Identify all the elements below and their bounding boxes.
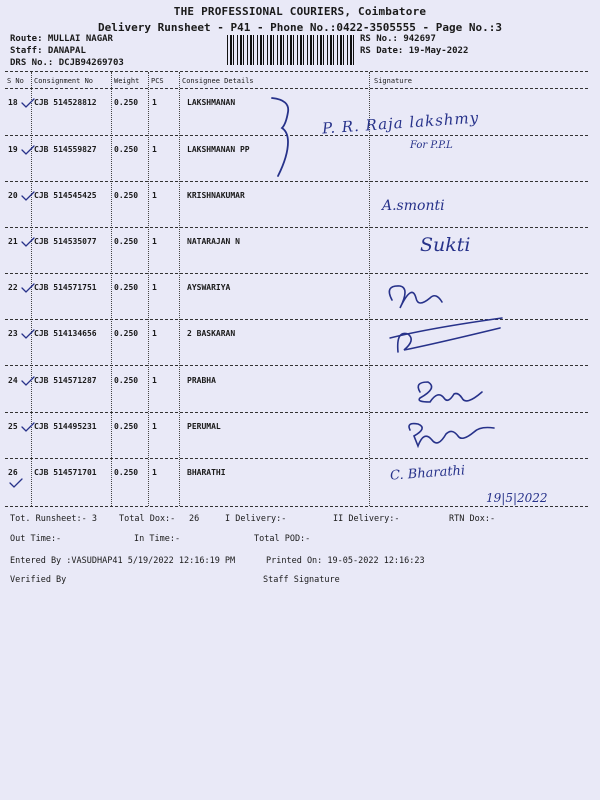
total-dox-label: Total Dox:- [119, 514, 176, 524]
check-mark-icon [22, 238, 34, 246]
row-sno: 24 [8, 376, 18, 385]
row-consignee: 2 BASKARAN [187, 329, 236, 338]
signature-stroke [390, 318, 502, 338]
staff-label: Staff: DANAPAL [10, 46, 86, 56]
row-weight: 0.250 [114, 98, 139, 107]
row-pcs: 1 [152, 237, 157, 246]
row-consignee: AYSWARIYA [187, 283, 231, 292]
row-consignee: PERUMAL [187, 422, 221, 431]
rs-number: RS No.: 942697 [360, 34, 436, 44]
check-mark-icon [22, 377, 34, 385]
page-subtitle: Delivery Runsheet - P41 - Phone No.:0422-3505555 - Page No.:3 [98, 21, 502, 34]
handwritten-signature: Sukti [420, 234, 471, 256]
row-sno: 21 [8, 237, 18, 246]
check-mark-icon [22, 330, 34, 338]
verified-by: Verified By [10, 575, 67, 585]
row-pcs: 1 [152, 191, 157, 200]
row-pcs: 1 [152, 468, 157, 477]
row-consignment: CJB 514134656 [34, 329, 97, 338]
row-sno: 25 [8, 422, 18, 431]
row-weight: 0.250 [114, 422, 139, 431]
check-mark-icon [22, 146, 34, 154]
row-pcs: 1 [152, 283, 157, 292]
check-mark-icon [22, 99, 34, 107]
row-consignment: CJB 514559827 [34, 145, 97, 154]
tot-runsheet: Tot. Runsheet:- 3 [10, 514, 97, 524]
handwritten-signature: P. R. Raja lakshmy [321, 108, 480, 138]
row-consignment: CJB 514535077 [34, 237, 97, 246]
col-header-consignee: Consignee Details [182, 77, 254, 85]
row-pcs: 1 [152, 422, 157, 431]
handwritten-date: 19|5|2022 [486, 491, 548, 505]
entered-by: Entered By :VASUDHAP41 5/19/2022 12:16:19 PM [10, 556, 236, 566]
total-pod: Total POD:- [254, 534, 311, 544]
check-mark-icon [22, 284, 34, 292]
row-consignee: KRISHNAKUMAR [187, 191, 245, 200]
ii-delivery: II Delivery:- [333, 514, 400, 524]
row-consignment: CJB 514571287 [34, 376, 97, 385]
row-pcs: 1 [152, 376, 157, 385]
row-consignment: CJB 514528812 [34, 98, 97, 107]
row-sno: 26 [8, 468, 18, 477]
signature-stroke [389, 286, 442, 308]
handwritten-signature: A.smonti [382, 198, 445, 214]
row-weight: 0.250 [114, 468, 139, 477]
handwritten-note: For P.P.L [410, 140, 453, 151]
brace-mark [272, 98, 288, 176]
row-pcs: 1 [152, 98, 157, 107]
row-pcs: 1 [152, 329, 157, 338]
drs-number: DRS No.: DCJB94269703 [10, 58, 124, 68]
signature-stroke [418, 382, 482, 402]
check-mark-icon [10, 479, 22, 487]
rs-date: RS Date: 19-May-2022 [360, 46, 469, 56]
row-sno: 19 [8, 145, 18, 154]
rtn-dox: RTN Dox:- [449, 514, 496, 524]
col-header-sno: S No [7, 77, 24, 85]
row-sno: 23 [8, 329, 18, 338]
total-dox-value: 26 [189, 514, 200, 524]
route-label: Route: MULLAI NAGAR [10, 34, 113, 44]
row-sno: 22 [8, 283, 18, 292]
row-consignee: NATARAJAN N [187, 237, 240, 246]
row-consignee: BHARATHI [187, 468, 226, 477]
row-consignee: LAKSHMANAN PP [187, 145, 250, 154]
row-consignment: CJB 514495231 [34, 422, 97, 431]
page-title: THE PROFESSIONAL COURIERS, Coimbatore [173, 5, 427, 18]
row-pcs: 1 [152, 145, 157, 154]
signature-stroke [409, 424, 494, 446]
row-sno: 20 [8, 191, 18, 200]
row-consignment: CJB 514545425 [34, 191, 97, 200]
row-weight: 0.250 [114, 191, 139, 200]
out-time: Out Time:- [10, 534, 62, 544]
row-consignment: CJB 514571751 [34, 283, 97, 292]
row-weight: 0.250 [114, 283, 139, 292]
signature-stroke [398, 328, 500, 352]
in-time: In Time:- [134, 534, 181, 544]
col-header-pcs: PCS [151, 77, 164, 85]
printed-on: Printed On: 19-05-2022 12:16:23 [266, 556, 425, 566]
row-sno: 18 [8, 98, 18, 107]
row-weight: 0.250 [114, 237, 139, 246]
row-weight: 0.250 [114, 329, 139, 338]
row-weight: 0.250 [114, 376, 139, 385]
check-mark-icon [22, 192, 34, 200]
row-consignment: CJB 514571701 [34, 468, 97, 477]
col-header-weight: Weight [114, 77, 140, 85]
row-consignee: LAKSHMANAN [187, 98, 236, 107]
col-header-signature: Signature [374, 77, 412, 85]
col-header-consignment: Consignment No [34, 77, 94, 85]
check-mark-icon [22, 423, 34, 431]
row-consignee: PRABHA [187, 376, 216, 385]
row-weight: 0.250 [114, 145, 139, 154]
handwritten-signature: C. Bharathi [389, 463, 466, 484]
staff-signature-label: Staff Signature [263, 575, 340, 585]
i-delivery: I Delivery:- [225, 514, 287, 524]
